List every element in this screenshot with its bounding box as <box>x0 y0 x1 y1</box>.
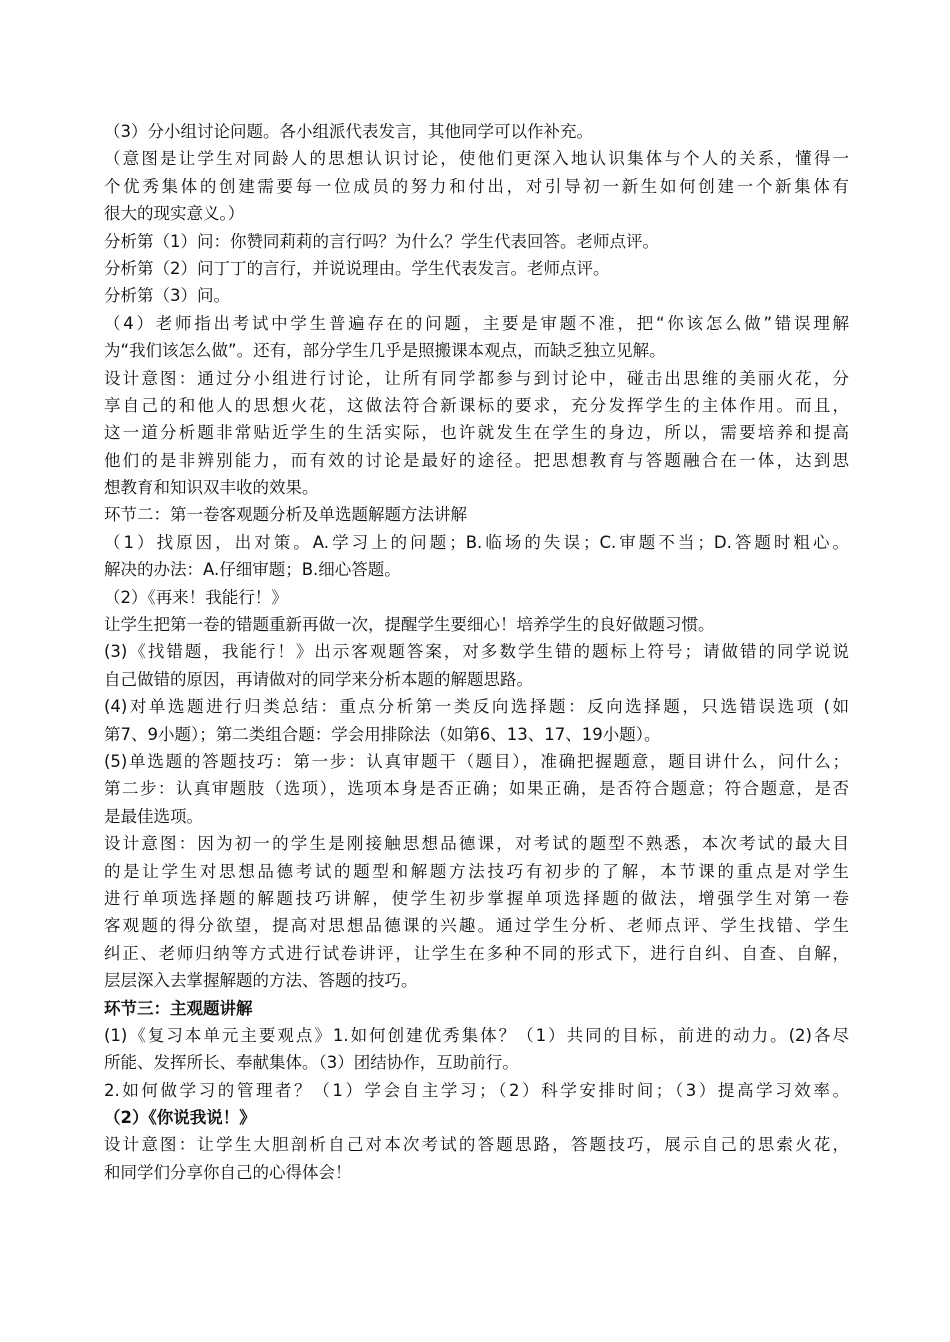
text-line: （意图是让学生对同龄人的思想认识讨论，使他们更深入地认识集体与个人的关系，懂得一 <box>104 149 849 169</box>
section-heading-line: （2）《你说我说！》 <box>104 1108 256 1128</box>
text-line: （4）老师指出考试中学生普遍存在的问题，主要是审题不准，把“你该怎么做”错误理解 <box>104 313 849 333</box>
text-line: （3）分小组讨论问题。各小组派代表发言，其他同学可以作补充。 <box>104 122 593 141</box>
text-line: (5)单选题的答题技巧：第一步：认真审题干（题目），准确把握题意，题目讲什么，问什么； <box>104 751 849 771</box>
text-line: （2）《再来！我能行！》 <box>104 587 288 607</box>
text-line: 设计意图：通过分小组进行讨论，让所有同学都参与到讨论中，碰击出思维的美丽火花，分 <box>104 368 849 388</box>
text-line: 客观题的得分欲望，提高对思想品德课的兴趣。通过学生分析、老师点评、学生找错、学生 <box>104 916 849 936</box>
text-line: 这一道分析题非常贴近学生的生活实际，也许就发生在学生的身边，所以，需要培养和提高 <box>104 423 849 443</box>
text-line: (1)《复习本单元主要观点》1.如何创建优秀集体？（1）共同的目标，前进的动力。(2)各尽 <box>104 1025 849 1045</box>
text-line: 为“我们该怎么做”。还有，部分学生几乎是照搬课本观点，而缺乏独立见解。 <box>104 341 666 361</box>
text-line: 想教育和知识双丰收的效果。 <box>104 478 319 498</box>
text-line: 和同学们分享你自己的心得体会！ <box>104 1162 352 1182</box>
text-line: 环节二：第一卷客观题分析及单选题解题方法讲解 <box>104 505 467 525</box>
text-line: (3)《找错题，我能行！》出示客观题答案，对多数学生错的题标上符号；请做错的同学说说 <box>104 642 849 662</box>
text-line: 很大的现实意义。） <box>104 204 245 224</box>
text-line: 他们的是非辨别能力，而有效的讨论是最好的途径。把思想教育与答题融合在一体，达到思 <box>104 450 849 470</box>
text-line: (4)对单选题进行归类总结：重点分析第一类反向选择题：反向选择题，只选错误选项 (如 <box>104 697 849 717</box>
text-line: 让学生把第一卷的错题重新再做一次，提醒学生要细心！培养学生的良好做题习惯。 <box>104 615 715 635</box>
text-line: （1）找原因，出对策。A.学习上的问题；B.临场的失误；C.审题不当；D.答题时粗心。 <box>104 532 849 552</box>
text-line: 的是让学生对思想品德考试的题型和解题方法技巧有初步的了解，本节课的重点是对学生 <box>104 861 849 881</box>
text-line: 所能、发挥所长、奉献集体。（3）团结协作，互助前行。 <box>104 1053 519 1073</box>
text-line: 是最佳选项。 <box>104 806 203 826</box>
text-line: 享自己的和他人的思想火花，这做法符合新课标的要求，充分发挥学生的主体作用。而且， <box>104 395 849 415</box>
text-line: 设计意图：让学生大胆剖析自己对本次考试的答题思路，答题技巧，展示自己的思索火花， <box>104 1135 849 1155</box>
text-line: 设计意图：因为初一的学生是刚接触思想品德课，对考试的题型不熟悉，本次考试的最大目 <box>104 834 849 854</box>
text-line: 分析第（1）问：你赞同莉莉的言行吗？为什么？学生代表回答。老师点评。 <box>104 231 659 251</box>
text-line: 解决的办法：A.仔细审题；B.细心答题。 <box>104 560 401 580</box>
text-line: 进行单项选择题的解题技巧讲解，使学生初步掌握单项选择题的做法，增强学生对第一卷 <box>104 888 849 908</box>
text-line: 2.如何做学习的管理者？（1）学会自主学习；（2）科学安排时间；（3）提高学习效率。 <box>104 1080 849 1100</box>
text-line: 个优秀集体的创建需要每一位成员的努力和付出，对引导初一新生如何创建一个新集体有 <box>104 176 849 196</box>
section-heading-line: 环节三：主观题讲解 <box>104 998 253 1018</box>
text-line: 自己做错的原因，再请做对的同学来分析本题的解题思路。 <box>104 669 533 689</box>
text-line: 分析第（3）问。 <box>104 286 230 306</box>
text-line: 第7、9小题）；第二类组合题：学会用排除法（如第6、13、17、19小题）。 <box>104 724 661 744</box>
text-line: 第二步：认真审题肢（选项），选项本身是否正确；如果正确，是否符合题意；符合题意，是否 <box>104 779 849 799</box>
text-line: 分析第（2）问丁丁的言行，并说说理由。学生代表发言。老师点评。 <box>104 258 610 278</box>
text-line: 纠正、老师归纳等方式进行试卷讲评，让学生在多种不同的形式下，进行自纠、自查、自解， <box>104 943 849 963</box>
document-page <box>104 118 849 1186</box>
text-line: 层层深入去掌握解题的方法、答题的技巧。 <box>104 971 418 991</box>
